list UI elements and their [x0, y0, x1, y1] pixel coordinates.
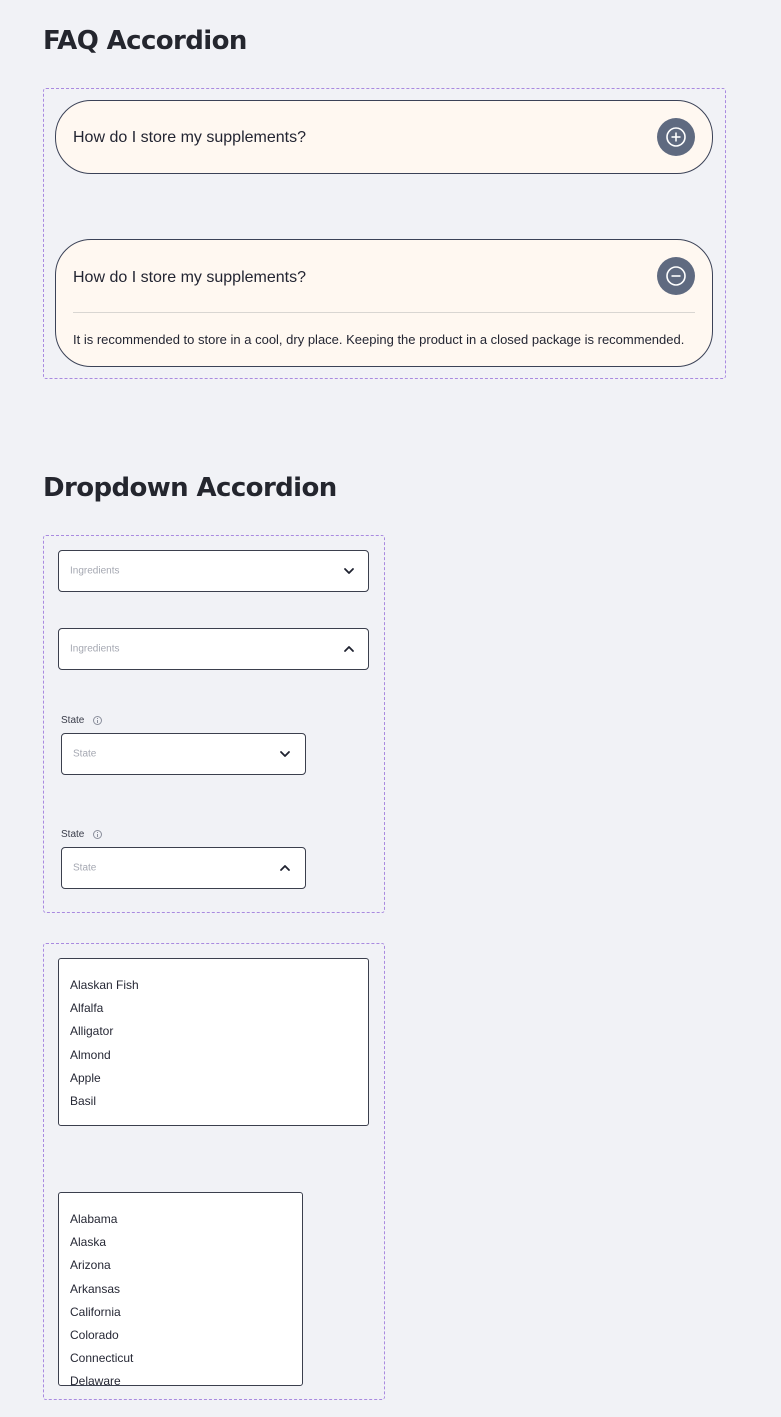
list-item[interactable]: Connecticut: [70, 1351, 134, 1366]
state-label-text: State: [61, 829, 85, 840]
list-item[interactable]: Almond: [70, 1047, 111, 1062]
list-item[interactable]: Alabama: [70, 1212, 118, 1226]
list-item[interactable]: California: [70, 1304, 121, 1319]
state-select-open[interactable]: [61, 847, 306, 889]
plus-circle-icon[interactable]: [657, 118, 695, 156]
faq-answer: It is recommended to store in a cool, dry place. Keeping the product in a closed package is recommended.: [73, 332, 685, 347]
faq-divider: [73, 312, 695, 313]
list-item[interactable]: Arkansas: [70, 1281, 121, 1296]
state-placeholder: State: [73, 748, 97, 760]
chevron-down-icon[interactable]: [279, 750, 291, 758]
ingredients-select-closed[interactable]: [58, 550, 369, 592]
states-options-list[interactable]: [58, 1192, 303, 1386]
list-item[interactable]: Arizona: [70, 1258, 111, 1273]
dropdown-section-title: Dropdown Accordion: [43, 473, 337, 503]
faq-section-title: FAQ Accordion: [43, 26, 247, 56]
state-placeholder: State: [73, 862, 97, 874]
minus-circle-icon[interactable]: [657, 257, 695, 295]
state-field-label: [61, 715, 102, 726]
faq-item-collapsed[interactable]: [55, 100, 713, 174]
faq-item-expanded[interactable]: [55, 239, 713, 367]
list-item[interactable]: Basil: [70, 1093, 97, 1108]
state-label-text: State: [61, 715, 85, 726]
ingredients-placeholder: Ingredients: [70, 643, 120, 655]
chevron-down-icon[interactable]: [343, 567, 355, 575]
chevron-up-icon[interactable]: [343, 645, 355, 653]
faq-question[interactable]: How do I store my supplements?: [73, 129, 306, 146]
ingredients-select-open[interactable]: [58, 628, 369, 670]
list-item[interactable]: Alfalfa: [70, 1001, 104, 1016]
ingredients-placeholder: Ingredients: [70, 565, 120, 577]
list-item[interactable]: Colorado: [70, 1327, 119, 1342]
state-select-closed[interactable]: [61, 733, 306, 775]
ingredients-options-list[interactable]: [58, 958, 369, 1126]
list-item[interactable]: Alaskan Fish: [70, 978, 139, 992]
chevron-up-icon[interactable]: [279, 864, 291, 872]
info-icon[interactable]: [93, 830, 102, 839]
info-icon[interactable]: [93, 716, 102, 725]
list-item[interactable]: Apple: [70, 1070, 101, 1085]
list-item[interactable]: Alaska: [70, 1235, 107, 1250]
list-item[interactable]: Alligator: [70, 1024, 114, 1039]
list-item[interactable]: Delaware: [70, 1374, 121, 1386]
state-field-label: [61, 829, 102, 840]
faq-question[interactable]: How do I store my supplements?: [73, 269, 306, 286]
